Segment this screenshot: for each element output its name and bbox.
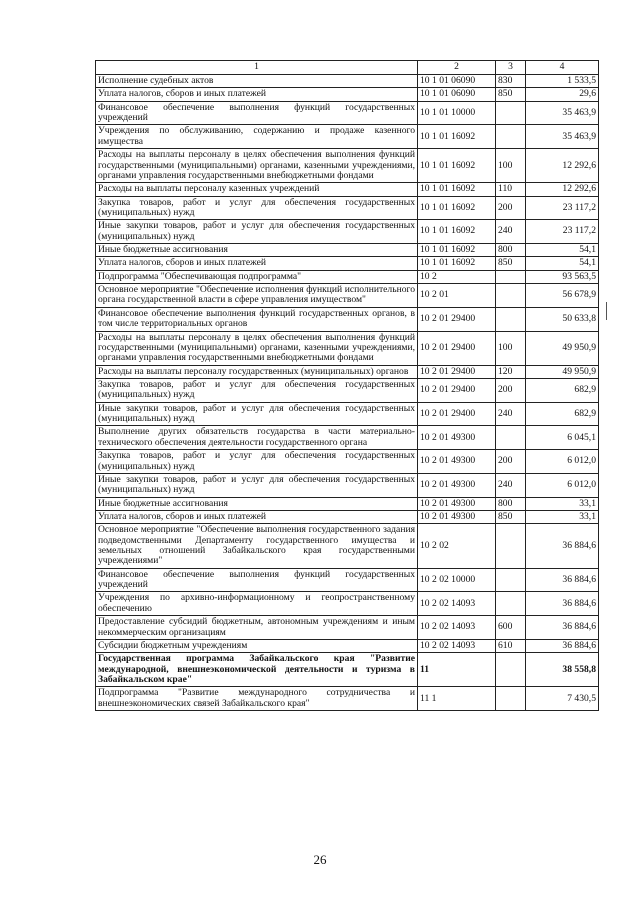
cell-code: 10 2 01 29400 [418,402,496,426]
cell-amount: 33,1 [526,510,599,523]
table-row [96,365,599,378]
cell-amount: 35 463,9 [526,101,599,125]
cell-code: 10 2 01 29400 [418,378,496,402]
cell-amount: 49 950,9 [526,331,599,365]
table-row [96,244,599,257]
page-number: 26 [313,852,327,867]
cell-name: Иные закупки товаров, работ и услуг для обеспечения государственных (муниципальных) нужд [96,220,418,244]
cell-code: 11 1 [418,687,496,711]
table-row [96,331,599,365]
table-row [96,616,599,640]
cell-code: 10 2 02 14093 [418,592,496,616]
table-row [96,426,599,450]
cell-name: Иные бюджетные ассигнования [96,244,418,257]
cell-name: Расходы на выплаты персоналу в целях обеспечения выполнения функций государственными (муниципальными) органами, казенными учреждениями, органами управления государственными внебюджетными фондами [96,149,418,183]
cell-amount: 35 463,9 [526,125,599,149]
cell-expense-type: 240 [496,402,526,426]
cell-code: 10 1 01 10000 [418,101,496,125]
cell-amount: 54,1 [526,244,599,257]
table-row [96,284,599,308]
cell-code: 10 2 01 49300 [418,426,496,450]
cell-expense-type [496,426,526,450]
table-row [96,510,599,523]
table-row [96,270,599,283]
header-col-name: 1 [96,61,418,75]
cell-expense-type: 800 [496,497,526,510]
cell-name: Исполнение судебных актов [96,75,418,88]
cell-name: Расходы на выплаты персоналу государственных (муниципальных) органов [96,365,418,378]
cell-expense-type: 100 [496,149,526,183]
cell-code: 10 1 01 16092 [418,244,496,257]
cell-amount: 6 012,0 [526,450,599,474]
cell-name: Предоставление субсидий бюджетным, автономным учреждениям и иным некоммерческим организациям [96,616,418,640]
cell-name: Выполнение других обязательств государства в части материально-технического обеспечения деятельности государственного органа [96,426,418,450]
cell-expense-type [496,592,526,616]
cell-amount: 36 884,6 [526,616,599,640]
table-row [96,402,599,426]
cell-amount: 38 558,8 [526,653,599,687]
cell-amount: 7 430,5 [526,687,599,711]
table-body [96,75,599,711]
cell-code: 10 2 02 [418,524,496,568]
cell-expense-type [496,307,526,331]
cell-name: Подпрограмма "Развитие международного сотрудничества и внешнеэкономических связей Забайкальского края" [96,687,418,711]
cell-code: 10 2 [418,270,496,283]
cell-expense-type: 110 [496,183,526,196]
cell-expense-type [496,653,526,687]
cell-amount: 23 117,2 [526,220,599,244]
cell-expense-type: 100 [496,331,526,365]
cell-code: 10 1 01 16092 [418,183,496,196]
cell-expense-type [496,270,526,283]
table-row [96,653,599,687]
cell-amount: 36 884,6 [526,592,599,616]
cell-code: 10 1 01 16092 [418,196,496,220]
cell-code: 10 2 01 49300 [418,450,496,474]
cell-code: 10 2 01 49300 [418,473,496,497]
table-row [96,592,599,616]
cell-amount: 29,6 [526,88,599,101]
cell-expense-type: 200 [496,450,526,474]
cell-amount: 1 533,5 [526,75,599,88]
cell-expense-type: 850 [496,510,526,523]
cell-amount: 49 950,9 [526,365,599,378]
table-row [96,687,599,711]
cell-code: 10 1 01 16092 [418,125,496,149]
table-row [96,149,599,183]
cell-amount: 36 884,6 [526,639,599,652]
cell-expense-type [496,101,526,125]
cell-name: Иные закупки товаров, работ и услуг для обеспечения государственных (муниципальных) нужд [96,402,418,426]
cell-code: 10 1 01 16092 [418,149,496,183]
cell-expense-type: 120 [496,365,526,378]
cell-name: Уплата налогов, сборов и иных платежей [96,510,418,523]
cell-name: Государственная программа Забайкальского края "Развитие международной, внешнеэкономической деятельности и туризма в Забайкальском крае" [96,653,418,687]
cell-expense-type: 800 [496,244,526,257]
table-row [96,473,599,497]
cell-amount: 93 563,5 [526,270,599,283]
table-row [96,220,599,244]
cell-amount: 54,1 [526,257,599,270]
cell-expense-type [496,284,526,308]
cell-name: Финансовое обеспечение выполнения функций государственных учреждений [96,101,418,125]
cell-expense-type: 200 [496,196,526,220]
cell-amount: 682,9 [526,378,599,402]
cell-expense-type [496,687,526,711]
header-col-sum: 4 [526,61,599,75]
cell-name: Расходы на выплаты персоналу в целях обеспечения выполнения функций государственными (муниципальными) органами, казенными учреждениями, органами управления государственными внебюджетными фондами [96,331,418,365]
cell-name: Уплата налогов, сборов и иных платежей [96,88,418,101]
table-row [96,101,599,125]
cell-amount: 23 117,2 [526,196,599,220]
table-row [96,88,599,101]
table-row [96,75,599,88]
cell-expense-type [496,524,526,568]
cell-amount: 36 884,6 [526,568,599,592]
cell-name: Иные бюджетные ассигнования [96,497,418,510]
table-row [96,524,599,568]
cell-code: 10 2 02 14093 [418,616,496,640]
cell-code: 10 2 01 29400 [418,365,496,378]
cell-expense-type: 600 [496,616,526,640]
cell-name: Подпрограмма "Обеспечивающая подпрограмма" [96,270,418,283]
header-col-code: 2 [418,61,496,75]
table-row [96,257,599,270]
cell-code: 10 2 01 49300 [418,497,496,510]
cell-expense-type [496,568,526,592]
table-row [96,183,599,196]
cell-amount: 36 884,6 [526,524,599,568]
table-row [96,639,599,652]
table-row [96,307,599,331]
cell-amount: 6 045,1 [526,426,599,450]
table-row [96,378,599,402]
margin-mark [606,302,607,320]
table-header-row [96,61,599,75]
cell-name: Финансовое обеспечение выполнения функций государственных органов, в том числе территориальных органов [96,307,418,331]
cell-name: Учреждения по архивно-информационному и геопространственному обеспечению [96,592,418,616]
cell-expense-type: 240 [496,220,526,244]
cell-name: Иные закупки товаров, работ и услуг для обеспечения государственных (муниципальных) нужд [96,473,418,497]
table-row [96,568,599,592]
cell-amount: 6 012,0 [526,473,599,497]
cell-name: Финансовое обеспечение выполнения функций государственных учреждений [96,568,418,592]
budget-table [95,60,599,711]
cell-name: Закупка товаров, работ и услуг для обеспечения государственных (муниципальных) нужд [96,450,418,474]
cell-name: Закупка товаров, работ и услуг для обеспечения государственных (муниципальных) нужд [96,196,418,220]
cell-expense-type: 240 [496,473,526,497]
cell-amount: 56 678,9 [526,284,599,308]
table-row [96,125,599,149]
table-row [96,450,599,474]
cell-name: Закупка товаров, работ и услуг для обеспечения государственных (муниципальных) нужд [96,378,418,402]
table-row [96,196,599,220]
cell-amount: 682,9 [526,402,599,426]
cell-name: Основное мероприятие "Обеспечение исполнения функций исполнительного органа государственной власти в сфере управления имуществом" [96,284,418,308]
cell-code: 10 2 02 14093 [418,639,496,652]
cell-code: 10 2 01 [418,284,496,308]
cell-code: 10 1 01 16092 [418,220,496,244]
cell-code: 11 [418,653,496,687]
cell-amount: 12 292,6 [526,183,599,196]
cell-code: 10 2 01 49300 [418,510,496,523]
cell-name: Субсидии бюджетным учреждениям [96,639,418,652]
cell-name: Основное мероприятие "Обеспечение выполнения государственного задания подведомственными Департаменту государственного имущества и земельных отношений Забайкальского края государственными учреждениями" [96,524,418,568]
cell-expense-type [496,125,526,149]
table-row [96,497,599,510]
cell-expense-type: 200 [496,378,526,402]
cell-name: Уплата налогов, сборов и иных платежей [96,257,418,270]
cell-code: 10 2 01 29400 [418,307,496,331]
cell-expense-type: 830 [496,75,526,88]
cell-expense-type: 610 [496,639,526,652]
cell-amount: 50 633,8 [526,307,599,331]
cell-code: 10 1 01 16092 [418,257,496,270]
cell-name: Расходы на выплаты персоналу казенных учреждений [96,183,418,196]
cell-code: 10 2 02 10000 [418,568,496,592]
cell-expense-type: 850 [496,257,526,270]
cell-code: 10 2 01 29400 [418,331,496,365]
cell-expense-type: 850 [496,88,526,101]
cell-code: 10 1 01 06090 [418,75,496,88]
cell-amount: 33,1 [526,497,599,510]
cell-code: 10 1 01 06090 [418,88,496,101]
cell-name: Учреждения по обслуживанию, содержанию и продаже казенного имущества [96,125,418,149]
header-col-vr: 3 [496,61,526,75]
cell-amount: 12 292,6 [526,149,599,183]
